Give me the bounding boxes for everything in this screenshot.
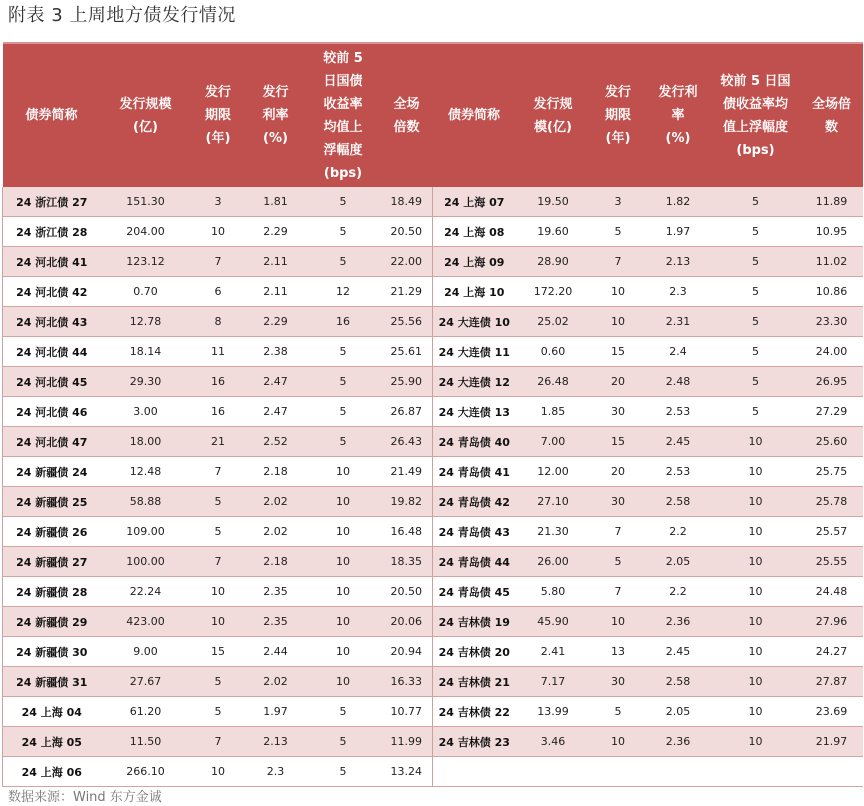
table-row [3,397,863,427]
cell-rate-right: 2.53 [646,457,711,487]
cell-rate: 2.11 [246,247,306,277]
cell-spread-bps: 5 [306,337,381,367]
cell-spread-bps: 10 [306,457,381,487]
cell-spread-bps-right: 10 [711,457,801,487]
cell-term: 7 [191,727,246,757]
cell-bid-cover-right: 25.78 [801,487,863,517]
cell-bond-name-right: 24 上海 09 [433,247,516,277]
cell-bond-name: 24 新疆债 26 [3,517,101,547]
cell-term: 15 [191,637,246,667]
cell-bid-cover-right: 25.75 [801,457,863,487]
cell-rate: 1.81 [246,187,306,217]
cell-spread-bps-right: 5 [711,187,801,217]
cell-bond-name: 24 河北债 46 [3,397,101,427]
cell-spread-bps: 10 [306,547,381,577]
header-issue-size: 发行规模 (亿) [101,43,191,187]
cell-bid-cover-right: 23.69 [801,697,863,727]
cell-issue-size: 9.00 [101,637,191,667]
cell-rate-right: 2.05 [646,697,711,727]
cell-term: 5 [191,517,246,547]
cell-issue-size-right: 5.80 [516,577,591,607]
cell-bond-name-right [433,757,516,787]
cell-term-right: 15 [591,427,646,457]
cell-bond-name-right: 24 青岛债 41 [433,457,516,487]
cell-bid-cover-right: 25.60 [801,427,863,457]
table-row [3,457,863,487]
bond-issuance-table-container [2,42,862,787]
cell-bid-cover-right: 11.89 [801,187,863,217]
cell-term: 5 [191,487,246,517]
cell-spread-bps-right: 10 [711,547,801,577]
cell-bid-cover-right: 24.27 [801,637,863,667]
cell-rate: 2.44 [246,637,306,667]
cell-bid-cover-right: 10.95 [801,217,863,247]
cell-term: 5 [191,697,246,727]
cell-bid-cover: 25.56 [381,307,433,337]
cell-issue-size-right: 28.90 [516,247,591,277]
cell-rate-right: 2.05 [646,547,711,577]
cell-bid-cover-right: 27.29 [801,397,863,427]
cell-spread-bps-right: 10 [711,577,801,607]
cell-spread-bps: 10 [306,577,381,607]
cell-bid-cover: 20.50 [381,577,433,607]
cell-bid-cover-right: 21.97 [801,727,863,757]
cell-bond-name-right: 24 上海 08 [433,217,516,247]
cell-spread-bps: 5 [306,367,381,397]
cell-issue-size-right: 19.60 [516,217,591,247]
cell-rate: 2.35 [246,577,306,607]
cell-bond-name-right: 24 青岛债 44 [433,547,516,577]
cell-term: 16 [191,367,246,397]
cell-bond-name: 24 河北债 47 [3,427,101,457]
cell-bond-name-right: 24 吉林债 20 [433,637,516,667]
cell-term-right: 5 [591,217,646,247]
header-term-right: 发行 期限 (年) [591,43,646,187]
cell-bond-name-right: 24 吉林债 19 [433,607,516,637]
cell-spread-bps-right: 10 [711,667,801,697]
cell-bond-name-right: 24 青岛债 42 [433,487,516,517]
cell-issue-size-right: 1.85 [516,397,591,427]
cell-issue-size-right: 0.60 [516,337,591,367]
cell-spread-bps-right: 10 [711,637,801,667]
cell-issue-size-right: 45.90 [516,607,591,637]
cell-bid-cover: 10.77 [381,697,433,727]
table-body [3,187,863,787]
cell-spread-bps: 10 [306,637,381,667]
cell-bond-name: 24 河北债 43 [3,307,101,337]
cell-rate: 2.02 [246,517,306,547]
cell-issue-size-right: 12.00 [516,457,591,487]
cell-term-right: 13 [591,637,646,667]
table-row [3,667,863,697]
cell-bond-name: 24 河北债 42 [3,277,101,307]
cell-rate: 2.47 [246,397,306,427]
cell-issue-size: 151.30 [101,187,191,217]
cell-bid-cover: 20.50 [381,217,433,247]
cell-bid-cover: 22.00 [381,247,433,277]
cell-bond-name: 24 浙江债 27 [3,187,101,217]
cell-bond-name: 24 新疆债 29 [3,607,101,637]
cell-spread-bps-right: 5 [711,397,801,427]
cell-bid-cover-right: 26.95 [801,367,863,397]
cell-term: 16 [191,397,246,427]
cell-bid-cover: 11.99 [381,727,433,757]
cell-term-right: 30 [591,397,646,427]
cell-spread-bps-right [711,757,801,787]
cell-issue-size: 3.00 [101,397,191,427]
table-row [3,727,863,757]
cell-term-right [591,757,646,787]
cell-bond-name: 24 上海 05 [3,727,101,757]
cell-bond-name-right: 24 大连债 10 [433,307,516,337]
cell-bond-name: 24 新疆债 28 [3,577,101,607]
cell-spread-bps-right: 5 [711,367,801,397]
cell-rate-right: 2.13 [646,247,711,277]
cell-bond-name-right: 24 大连债 13 [433,397,516,427]
table-row [3,607,863,637]
cell-bid-cover: 21.49 [381,457,433,487]
cell-issue-size-right: 172.20 [516,277,591,307]
table-row [3,547,863,577]
cell-bid-cover-right: 27.96 [801,607,863,637]
cell-rate: 2.29 [246,217,306,247]
cell-issue-size-right: 21.30 [516,517,591,547]
cell-spread-bps: 5 [306,757,381,787]
cell-bond-name-right: 24 青岛债 40 [433,427,516,457]
cell-bid-cover: 13.24 [381,757,433,787]
cell-rate: 2.47 [246,367,306,397]
header-spread-bps: 较前 5 日国债 收益率 均值上 浮幅度 (bps) [306,43,381,187]
cell-spread-bps-right: 10 [711,727,801,757]
cell-spread-bps: 5 [306,217,381,247]
header-issue-size-right: 发行规 模(亿) [516,43,591,187]
cell-bond-name-right: 24 上海 07 [433,187,516,217]
cell-issue-size-right: 2.41 [516,637,591,667]
cell-bid-cover: 25.61 [381,337,433,367]
cell-bond-name: 24 河北债 41 [3,247,101,277]
cell-rate-right: 1.97 [646,217,711,247]
cell-bond-name-right: 24 吉林债 22 [433,697,516,727]
cell-issue-size: 18.00 [101,427,191,457]
table-row [3,427,863,457]
cell-issue-size: 18.14 [101,337,191,367]
table-row [3,757,863,787]
cell-rate: 2.13 [246,727,306,757]
cell-issue-size: 61.20 [101,697,191,727]
cell-term-right: 20 [591,367,646,397]
cell-term-right: 30 [591,667,646,697]
cell-rate: 2.02 [246,667,306,697]
table-row [3,697,863,727]
cell-term-right: 10 [591,727,646,757]
cell-term-right: 7 [591,517,646,547]
cell-bid-cover-right: 24.48 [801,577,863,607]
cell-rate-right: 2.4 [646,337,711,367]
table-row [3,367,863,397]
table-row [3,307,863,337]
cell-spread-bps-right: 10 [711,517,801,547]
header-rate-right: 发行利 率 (%) [646,43,711,187]
cell-issue-size-right: 3.46 [516,727,591,757]
table-row [3,637,863,667]
cell-bid-cover: 18.35 [381,547,433,577]
cell-term-right: 5 [591,547,646,577]
cell-bid-cover: 20.06 [381,607,433,637]
cell-bond-name-right: 24 青岛债 45 [433,577,516,607]
cell-term: 10 [191,577,246,607]
table-row [3,517,863,547]
cell-spread-bps-right: 10 [711,487,801,517]
cell-term-right: 10 [591,607,646,637]
cell-term-right: 5 [591,697,646,727]
cell-rate: 2.35 [246,607,306,637]
cell-term-right: 20 [591,457,646,487]
cell-term-right: 10 [591,307,646,337]
cell-spread-bps-right: 5 [711,247,801,277]
cell-issue-size-right: 13.99 [516,697,591,727]
cell-bid-cover-right: 10.86 [801,277,863,307]
cell-bid-cover-right: 25.55 [801,547,863,577]
cell-rate-right: 2.45 [646,427,711,457]
table-title: 附表 3 上周地方债发行情况 [8,5,236,26]
cell-bond-name: 24 上海 06 [3,757,101,787]
cell-term-right: 3 [591,187,646,217]
cell-issue-size: 29.30 [101,367,191,397]
cell-rate-right: 2.3 [646,277,711,307]
cell-bond-name-right: 24 大连债 11 [433,337,516,367]
cell-rate: 2.52 [246,427,306,457]
cell-rate: 2.02 [246,487,306,517]
cell-rate-right: 2.2 [646,577,711,607]
cell-term-right: 7 [591,247,646,277]
cell-issue-size: 58.88 [101,487,191,517]
cell-rate: 2.38 [246,337,306,367]
header-bond-name: 债券简称 [3,43,101,187]
cell-bid-cover-right: 11.02 [801,247,863,277]
cell-term: 5 [191,667,246,697]
cell-bid-cover: 26.87 [381,397,433,427]
cell-issue-size-right: 19.50 [516,187,591,217]
cell-rate: 2.3 [246,757,306,787]
cell-rate-right: 2.45 [646,637,711,667]
cell-rate-right [646,757,711,787]
cell-issue-size: 123.12 [101,247,191,277]
cell-bond-name-right: 24 大连债 12 [433,367,516,397]
cell-bond-name: 24 新疆债 24 [3,457,101,487]
cell-term-right: 15 [591,337,646,367]
cell-term: 7 [191,247,246,277]
cell-term: 6 [191,277,246,307]
cell-spread-bps: 5 [306,397,381,427]
cell-bond-name: 24 河北债 45 [3,367,101,397]
cell-bid-cover-right: 25.57 [801,517,863,547]
cell-spread-bps-right: 5 [711,277,801,307]
cell-issue-size-right: 26.48 [516,367,591,397]
header-rate: 发行 利率 (%) [246,43,306,187]
cell-rate: 2.18 [246,547,306,577]
table-row [3,217,863,247]
cell-term: 8 [191,307,246,337]
cell-spread-bps: 10 [306,487,381,517]
cell-issue-size-right [516,757,591,787]
cell-rate: 1.97 [246,697,306,727]
cell-issue-size-right: 25.02 [516,307,591,337]
table-row [3,187,863,217]
cell-bond-name-right: 24 上海 10 [433,277,516,307]
cell-bond-name: 24 新疆债 27 [3,547,101,577]
cell-spread-bps-right: 10 [711,427,801,457]
cell-issue-size-right: 7.00 [516,427,591,457]
cell-rate-right: 2.48 [646,367,711,397]
table-row [3,247,863,277]
cell-bond-name: 24 新疆债 31 [3,667,101,697]
cell-rate-right: 2.36 [646,727,711,757]
cell-bid-cover: 16.33 [381,667,433,697]
cell-bid-cover: 16.48 [381,517,433,547]
cell-issue-size: 27.67 [101,667,191,697]
cell-issue-size: 12.78 [101,307,191,337]
cell-issue-size-right: 27.10 [516,487,591,517]
cell-term: 3 [191,187,246,217]
cell-spread-bps: 5 [306,697,381,727]
cell-issue-size: 266.10 [101,757,191,787]
cell-spread-bps: 16 [306,307,381,337]
cell-bid-cover-right: 23.30 [801,307,863,337]
cell-bond-name: 24 新疆债 30 [3,637,101,667]
cell-issue-size: 12.48 [101,457,191,487]
cell-issue-size-right: 26.00 [516,547,591,577]
cell-bid-cover: 21.29 [381,277,433,307]
cell-issue-size: 11.50 [101,727,191,757]
cell-spread-bps-right: 10 [711,607,801,637]
cell-bond-name: 24 河北债 44 [3,337,101,367]
cell-term-right: 7 [591,577,646,607]
cell-rate-right: 2.58 [646,667,711,697]
cell-bid-cover-right [801,757,863,787]
cell-spread-bps-right: 5 [711,337,801,367]
table-row [3,577,863,607]
cell-term: 11 [191,337,246,367]
cell-term: 21 [191,427,246,457]
cell-term: 10 [191,217,246,247]
cell-issue-size: 423.00 [101,607,191,637]
header-bond-name-right: 债券简称 [433,43,516,187]
cell-rate-right: 2.36 [646,607,711,637]
cell-term-right: 30 [591,487,646,517]
bond-issuance-table [2,42,863,787]
cell-bid-cover: 25.90 [381,367,433,397]
cell-bid-cover: 20.94 [381,637,433,667]
cell-rate-right: 2.2 [646,517,711,547]
cell-issue-size: 22.24 [101,577,191,607]
cell-term: 7 [191,457,246,487]
cell-rate-right: 2.31 [646,307,711,337]
cell-issue-size: 109.00 [101,517,191,547]
cell-spread-bps-right: 10 [711,697,801,727]
cell-bond-name-right: 24 吉林债 21 [433,667,516,697]
cell-spread-bps: 10 [306,667,381,697]
cell-issue-size: 204.00 [101,217,191,247]
cell-rate-right: 2.58 [646,487,711,517]
cell-spread-bps-right: 5 [711,217,801,247]
cell-bond-name: 24 上海 04 [3,697,101,727]
cell-spread-bps: 5 [306,187,381,217]
table-row [3,337,863,367]
cell-spread-bps: 10 [306,517,381,547]
table-row [3,277,863,307]
cell-bid-cover-right: 24.00 [801,337,863,367]
cell-bid-cover: 26.43 [381,427,433,457]
cell-bond-name-right: 24 青岛债 43 [433,517,516,547]
cell-bid-cover: 18.49 [381,187,433,217]
cell-rate: 2.18 [246,457,306,487]
cell-issue-size: 0.70 [101,277,191,307]
cell-spread-bps-right: 5 [711,307,801,337]
cell-bond-name: 24 新疆债 25 [3,487,101,517]
cell-term-right: 10 [591,277,646,307]
cell-issue-size-right: 7.17 [516,667,591,697]
data-source-note: 数据来源：Wind 东方金诚 [8,790,162,805]
cell-bond-name: 24 浙江债 28 [3,217,101,247]
table-header-row [3,43,863,187]
cell-term: 7 [191,547,246,577]
cell-bond-name-right: 24 吉林债 23 [433,727,516,757]
cell-issue-size: 100.00 [101,547,191,577]
table-row [3,487,863,517]
header-spread-bps-right: 较前 5 日国 债收益率均 值上浮幅度 (bps) [711,43,801,187]
cell-spread-bps: 5 [306,727,381,757]
cell-rate: 2.11 [246,277,306,307]
header-term: 发行 期限 (年) [191,43,246,187]
cell-spread-bps: 5 [306,247,381,277]
cell-bid-cover-right: 27.87 [801,667,863,697]
cell-spread-bps: 12 [306,277,381,307]
cell-term: 10 [191,757,246,787]
cell-spread-bps: 5 [306,427,381,457]
header-bid-cover: 全场 倍数 [381,43,433,187]
header-bid-cover-right: 全场倍 数 [801,43,863,187]
cell-bid-cover: 19.82 [381,487,433,517]
cell-rate: 2.29 [246,307,306,337]
cell-spread-bps: 10 [306,607,381,637]
cell-term: 10 [191,607,246,637]
cell-rate-right: 1.82 [646,187,711,217]
cell-rate-right: 2.53 [646,397,711,427]
